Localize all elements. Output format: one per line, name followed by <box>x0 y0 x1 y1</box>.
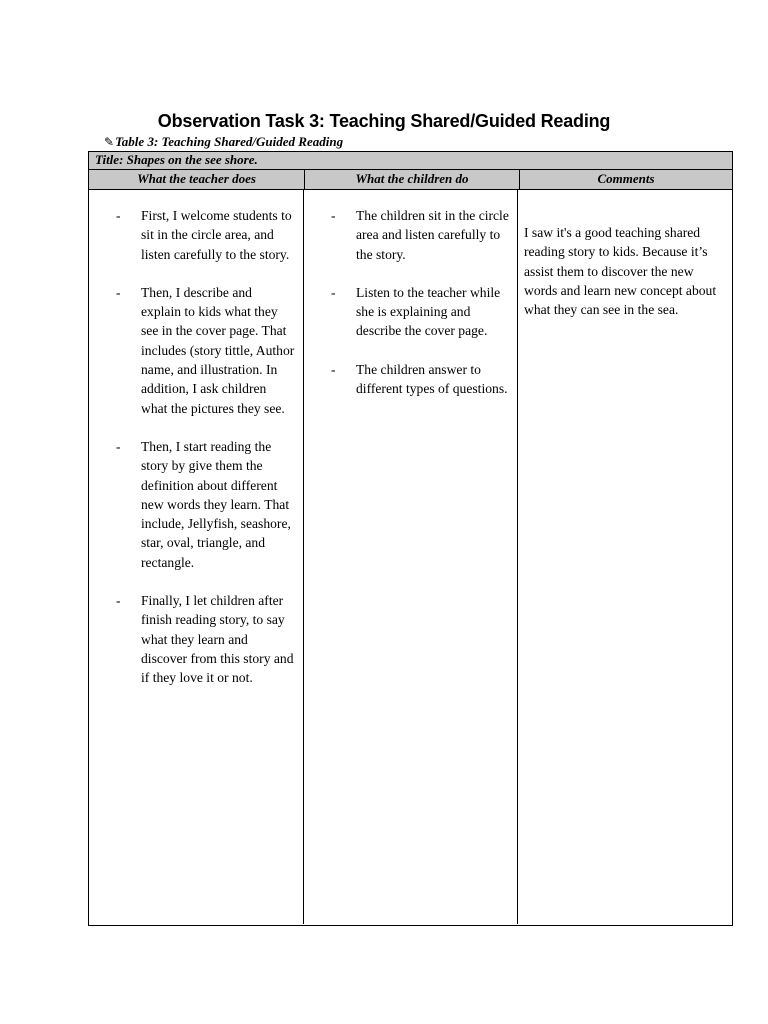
teacher-list <box>116 206 295 688</box>
bullet-dash: - <box>331 361 336 377</box>
list-item <box>331 360 509 399</box>
comments-text: I saw it's a good teaching shared reading story to kids. Because it’s assist them to discover the new words and learn new concept about what they can see in the sea. <box>524 225 717 318</box>
bullet-dash: - <box>331 284 336 300</box>
list-item <box>331 206 509 264</box>
header-children: What the children do <box>305 170 520 189</box>
children-cell <box>304 190 518 924</box>
table-caption-text: Table 3: Teaching Shared/Guided Reading <box>115 134 344 149</box>
header-teacher: What the teacher does <box>89 170 305 189</box>
header-comments: Comments <box>597 171 655 186</box>
list-item <box>116 591 295 687</box>
bullet-dash: - <box>116 284 121 300</box>
list-item-text: The children sit in the circle area and listen carefully to the story. <box>356 208 509 262</box>
list-item-text: First, I welcome students to sit in the circle area, and listen carefully to the story. <box>141 208 292 262</box>
table-header-row <box>89 170 732 190</box>
bullet-dash: - <box>116 593 121 609</box>
pencil-icon: ✎ <box>104 135 115 149</box>
list-item <box>331 283 509 341</box>
list-item-text: Then, I describe and explain to kids what they see in the cover page. That includes (story tittle, Author name, and illustration. In addition, I ask children what the pictures they see. <box>141 284 295 416</box>
table-title-row: Title: Shapes on the see shore. <box>89 152 732 170</box>
children-list <box>331 206 509 398</box>
list-item-text: Then, I start reading the story by give them the definition about different new words they learn. That include, Jellyfish, seashore, star, oval, triangle, and rectangle. <box>141 438 291 570</box>
teacher-cell <box>89 190 304 924</box>
bullet-dash: - <box>116 208 121 223</box>
table-caption <box>104 134 343 150</box>
observation-table <box>88 151 733 926</box>
bullet-dash: - <box>331 208 336 223</box>
list-item-text: Finally, I let children after finish reading story, to say what they learn and discover from this story and if they love it or not. <box>141 593 294 686</box>
page-title: Observation Task 3: Teaching Shared/Guided Reading <box>157 111 611 131</box>
table-body-row <box>89 190 732 924</box>
list-item <box>116 206 295 264</box>
comments-cell <box>518 190 732 924</box>
list-item-text: The children answer to different types of questions. <box>356 361 508 397</box>
list-item <box>116 437 295 572</box>
bullet-dash: - <box>116 438 121 454</box>
list-item-text: Listen to the teacher while she is explaining and describe the cover page. <box>356 284 501 339</box>
list-item <box>116 283 295 418</box>
